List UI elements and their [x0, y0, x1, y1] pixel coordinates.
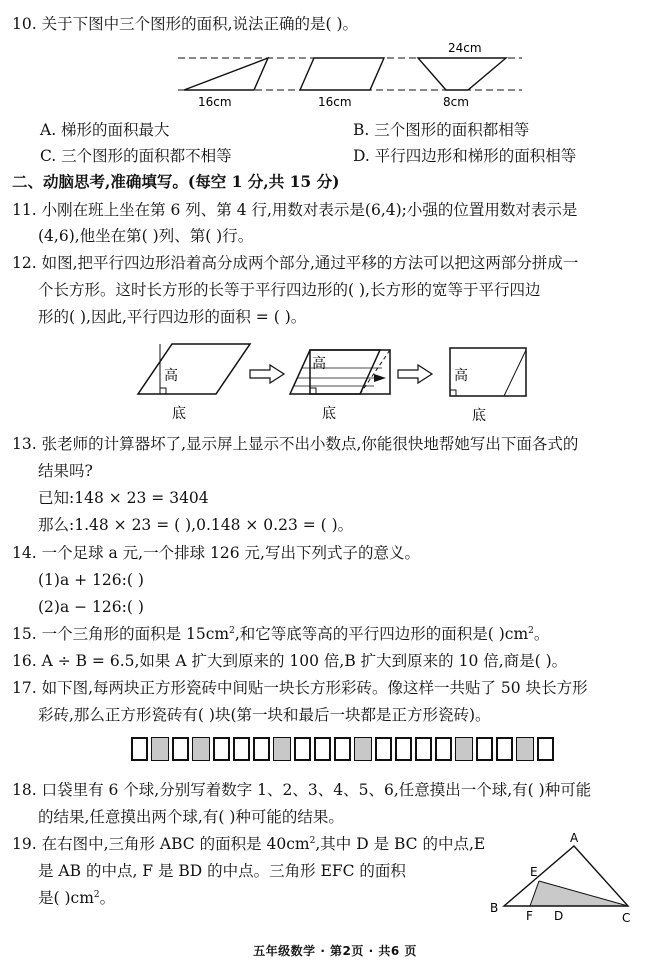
square-tile [415, 737, 432, 761]
q18-line1: 18. 口袋里有 6 个球,分别写着数字 1、2、3、4、5、6,任意摸出一个球,有( )种可能 [12, 781, 592, 799]
rect-tile [516, 737, 534, 761]
q17-line2: 彩砖,那么正方形瓷砖有( )块(第一块和最后一块都是正方形瓷砖)。 [38, 706, 491, 724]
q12-label-base-2: 底 [322, 406, 336, 422]
q12-parallelogram [138, 344, 250, 394]
q16-line: 16. A ÷ B = 6.5,如果 A 扩大到原来的 100 倍,B 扩大到原来的 10 倍,商是( )。 [12, 652, 568, 670]
q14-line2: (1)a + 126:( ) [38, 571, 144, 589]
square-tile [435, 737, 452, 761]
square-tile [294, 737, 311, 761]
q12-line2: 个长方形。这时长方形的长等于平行四边形的( ),长方形的宽等于平行四边 [38, 281, 541, 299]
q19-figure [482, 830, 642, 930]
q12-figure [132, 338, 538, 426]
q19-line1: 19. 在右图中,三角形 ABC 的面积是 $40cm^2$,其中 D 是 BC 的中点,E [12, 835, 486, 853]
q19-label-f: F [526, 909, 533, 923]
q10-option-a: A. 梯形的面积最大 [40, 121, 170, 139]
square-tile [334, 737, 351, 761]
square-tile [253, 737, 270, 761]
square-tile [496, 737, 513, 761]
square-tile [172, 737, 189, 761]
q10-option-b: B. 三个图形的面积都相等 [353, 121, 530, 139]
rect-tile [354, 737, 372, 761]
q12-line1: 12. 如图,把平行四边形沿着高分成两个部分,通过平移的方法可以把这两部分拼成一 [12, 254, 579, 272]
q10-trapezoid [418, 58, 506, 90]
rect-tile [192, 737, 210, 761]
q19-label-c: C [622, 911, 631, 925]
q10-base3: 8cm [443, 95, 469, 109]
q18-line2: 的结果,任意摸出两个球,有( )种可能的结果。 [38, 808, 344, 826]
q10-option-c: C. 三个图形的面积都不相等 [40, 147, 232, 165]
rect-tile [455, 737, 473, 761]
rect-tile [273, 737, 291, 761]
rect-tile [151, 737, 169, 761]
q12-line3: 形的( ),因此,平行四边形的面积 = ( )。 [38, 308, 307, 326]
q12-label-base-3: 底 [472, 408, 486, 424]
q19-label-e: E [530, 865, 538, 879]
q17-line1: 17. 如下图,每两块正方形瓷砖中间贴一块长方形彩砖。像这样一共贴了 50 块长方形 [12, 679, 588, 697]
q10-figure [170, 40, 530, 115]
square-tile [395, 737, 412, 761]
q10-option-d: D. 平行四边形和梯形的面积相等 [353, 147, 577, 165]
section-heading: 二、动脑思考,准确填写。(每空 1 分,共 15 分) [12, 172, 340, 191]
q14-line1: 14. 一个足球 a 元,一个排球 126 元,写出下列式子的意义。 [12, 544, 420, 562]
square-tile [233, 737, 250, 761]
q19-line3: 是( )$cm^2$。 [38, 889, 116, 907]
square-tile [131, 737, 148, 761]
q12-label-height-3: 高 [454, 368, 468, 384]
q11-line2: (4,6),他坐在第( )列、第( )行。 [38, 227, 254, 245]
q10-stem: 10. 关于下图中三个图形的面积,说法正确的是( )。 [12, 15, 359, 33]
q10-top-length: 24cm [448, 41, 482, 55]
q19-line2: 是 AB 的中点, F 是 BD 的中点。三角形 EFC 的面积 [38, 862, 406, 880]
q14-line3: (2)a − 126:( ) [38, 598, 144, 616]
q17-tile-strip [131, 737, 557, 761]
square-tile [314, 737, 331, 761]
q12-label-height-2: 高 [312, 356, 326, 372]
square-tile [476, 737, 493, 761]
square-tile [375, 737, 392, 761]
q13-line4: 那么:1.48 × 23 = ( ),0.148 × 0.23 = ( )。 [38, 516, 354, 534]
q12-label-base-1: 底 [172, 406, 186, 422]
q15-line: 15. 一个三角形的面积是 $15cm^2$,和它等底等高的平行四边形的面积是( )$cm^2$。 [12, 625, 550, 643]
q19-label-b: B [490, 901, 499, 915]
q12-arrow-2 [398, 365, 432, 383]
q19-label-a: A [570, 831, 579, 845]
q10-triangle [184, 58, 268, 90]
q13-line2: 结果吗? [38, 462, 93, 480]
q13-line3: 已知:148 × 23 = 3404 [38, 489, 209, 507]
q12-arrow-1 [250, 365, 284, 383]
q10-parallelogram [300, 58, 384, 90]
square-tile [537, 737, 554, 761]
page-footer: 五年级数学 · 第2页 · 共6 页 [253, 944, 417, 958]
q12-label-height-1: 高 [164, 368, 178, 384]
q11-line1: 11. 小刚在班上坐在第 6 列、第 4 行,用数对表示是(6,4);小强的位置用数对表示是 [12, 201, 578, 219]
q19-label-d: D [554, 909, 564, 923]
q10-base1: 16cm [198, 95, 232, 109]
q13-line1: 13. 张老师的计算器坏了,显示屏上显示不出小数点,你能很快地帮她写出下面各式的 [12, 435, 579, 453]
square-tile [213, 737, 230, 761]
q10-base2: 16cm [318, 95, 352, 109]
